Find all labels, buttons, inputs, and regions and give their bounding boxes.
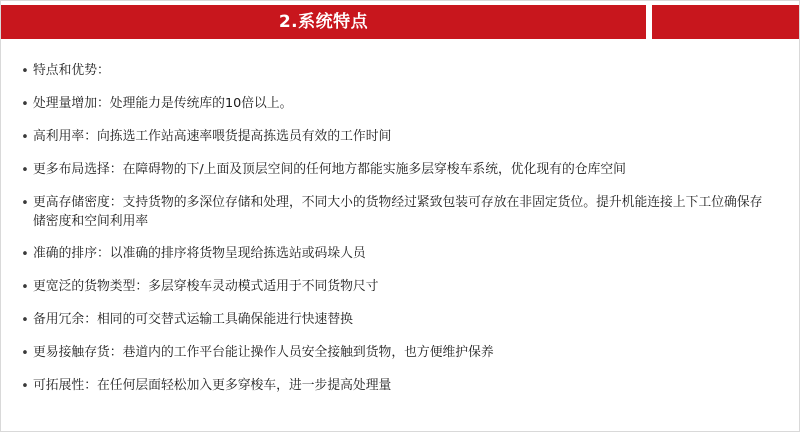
- list-item-text: 特点和优势：: [33, 63, 110, 78]
- list-item: [17, 193, 775, 231]
- bullet-dot-icon: •: [21, 64, 29, 79]
- bullet-dot-icon: •: [21, 196, 29, 211]
- bullet-list: [1, 47, 800, 409]
- list-item: [17, 244, 775, 264]
- bullet-dot-icon: •: [21, 163, 29, 178]
- bullet-dot-icon: •: [21, 313, 29, 328]
- list-item-text: 处理量增加：处理能力是传统库的10倍以上。: [33, 96, 293, 111]
- bullet-dot-icon: •: [21, 280, 29, 295]
- list-item: [17, 343, 775, 363]
- list-item-text: 可拓展性：在任何层面轻松加入更多穿梭车，进一步提高处理量: [33, 378, 392, 393]
- slide-header: [1, 1, 799, 43]
- list-item: [17, 376, 775, 396]
- bullet-dot-icon: •: [21, 247, 29, 262]
- list-item-text: 更易接触存货：巷道内的工作平台能让操作人员安全接触到货物，也方便维护保养: [33, 345, 494, 360]
- list-item: [17, 127, 775, 147]
- bullet-dot-icon: •: [21, 346, 29, 361]
- header-accent-block: [652, 5, 799, 39]
- list-item-text: 更宽泛的货物类型：多层穿梭车灵动模式适用于不同货物尺寸: [33, 279, 379, 294]
- bullet-dot-icon: •: [21, 97, 29, 112]
- list-item-text: 高利用率：向拣选工作站高速率喂货提高拣选员有效的工作时间: [33, 129, 392, 144]
- list-item: [17, 160, 775, 180]
- list-item: [17, 94, 775, 114]
- bullet-dot-icon: •: [21, 379, 29, 394]
- page-title: 2.系统特点: [278, 12, 369, 32]
- list-item-text: 准确的排序：以准确的排序将货物呈现给拣选站或码垛人员: [33, 246, 366, 261]
- list-item-text: 更高存储密度：支持货物的多深位存储和处理，不同大小的货物经过紧致包装可存放在非固定货位。提升机能连接上下工位确保存储密度和空间利用率: [33, 195, 763, 229]
- list-item: [17, 277, 775, 297]
- list-item-text: 备用冗余：相同的可交替式运输工具确保能进行快速替换: [33, 312, 353, 327]
- list-item-text: 更多布局选择：在障碍物的下/上面及顶层空间的任何地方都能实施多层穿梭车系统，优化现有的仓库空间: [33, 162, 626, 177]
- bullet-dot-icon: •: [21, 130, 29, 145]
- list-item: [17, 310, 775, 330]
- list-item: [17, 61, 775, 81]
